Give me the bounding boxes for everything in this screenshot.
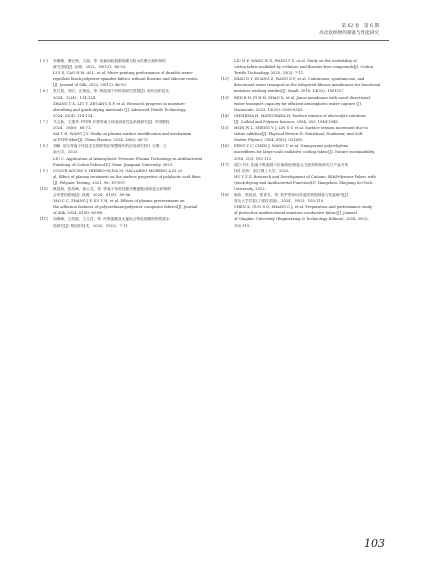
volume-issue: 第 62 卷 第 6 期 xyxy=(341,24,379,29)
reference-line: 南大学，2023. xyxy=(53,150,79,155)
reference-number: [ 8 ] xyxy=(40,144,48,149)
reference-entry xyxy=(221,125,391,143)
reference-line: MIAO D Y, HUANG Z, WANG X F, et al. Continuous, spontaneous, and xyxy=(234,77,365,82)
reference-line: solute addition[J]. Physical Review E: Statistical, Nonlinear, and Soft xyxy=(234,132,363,137)
reference-entry xyxy=(40,58,218,88)
reference-text xyxy=(53,186,218,216)
reference-line: [J]. Polymer Testing, 2021, 96: 107097. xyxy=(53,180,127,185)
reference-line: Matter Physics, 2004, 69(3): 031605. xyxy=(234,138,304,143)
reference-line: PENG Y C, CHEN J, WANG Y, et al. Nanoporous polyethylene xyxy=(234,144,349,149)
reference-text xyxy=(53,88,218,118)
reference-entry xyxy=(40,88,218,118)
reference-entry xyxy=(221,95,391,113)
reference-number: [17] xyxy=(221,162,229,167)
reference-line: [D]. 杭州：浙江理工大学，2022. xyxy=(234,168,290,173)
reference-line: HSIN W L, SHENG Y J, LIN S Y, et al. Surface tension increment due to xyxy=(234,126,368,131)
reference-line: HU Y Z Z. Research and Development of Cationic Silk/Polyester Fabric with xyxy=(234,174,376,179)
reference-number: [13] xyxy=(221,95,229,100)
reference-line: Textile Technology, 2025, 53(2): 7-11. xyxy=(234,71,305,76)
reference-line: Nanoscale, 2023, 15(20): 9356-9363. xyxy=(234,107,304,112)
reference-line: University, 2022. xyxy=(234,186,266,191)
reference-number: [18] xyxy=(221,193,229,198)
reference-number: [10] xyxy=(40,186,48,191)
reference-text xyxy=(234,58,391,76)
reference-line: OHSHIMA H, MATSUBARA H. Surface tension of electrolyte solutions xyxy=(234,113,366,118)
reference-entry xyxy=(221,192,391,229)
reference-entry xyxy=(40,143,218,167)
reference-line: YAO C C, ZHANG J F, XU Y H, et al. Effects of plasma pretreatment on xyxy=(53,199,185,204)
reference-line: moisture wicking textiles[J]. Small, 2018, 14(32): 1801527. xyxy=(234,89,345,94)
reference-text xyxy=(234,76,391,94)
reference-text xyxy=(234,143,391,161)
reference-line: LUQUE-AGUDO V, HIERRO-OLIVA M, GALLARDO-MORENO A M, et xyxy=(53,168,182,173)
reference-line: 2024，38(6)：66-71. xyxy=(53,126,92,131)
reference-line: CHEN X, GUO X Q, ZHANG C J, et al. Preparation and performance study xyxy=(234,205,373,210)
reference-number: [15] xyxy=(221,126,229,131)
reference-line: the adhesion fastness of polyurethane/polyester composite fabrics[J]. Journal xyxy=(53,205,198,210)
reference-line: 青岛大学学报(工程技术版)，2024，39(2)：105-110. xyxy=(234,199,325,204)
reference-line: 2024, 32(4): 114-124. xyxy=(53,113,94,118)
article-title: 亮皮软织物的制备与性能研究 xyxy=(319,30,379,36)
reference-line: [J]. Journal of Silk, 2022, 59(12): 46-53. xyxy=(53,83,127,88)
reference-entry xyxy=(221,113,391,125)
reference-number: [14] xyxy=(221,113,229,118)
reference-text xyxy=(234,192,391,229)
reference-entry xyxy=(221,162,391,192)
reference-line: of PTFE fiber[J]. China Plastics, 2024, 38(6): 66-71. xyxy=(53,138,150,143)
reference-text xyxy=(234,95,391,113)
reference-text xyxy=(234,162,391,192)
reference-number: [16] xyxy=(221,144,229,149)
reference-line: ZHANG Y X, LIU Y, ZHUANG X P, et al. Research progress in moisture- xyxy=(53,101,186,106)
reference-line: 合牢度的影响[J]. 丝绸，2024，61(8)：80-86. xyxy=(53,193,132,198)
references-left-column xyxy=(40,58,218,229)
header-divider xyxy=(38,40,389,41)
reference-line: of Silk, 2024, 61(8): 80-86. xyxy=(53,211,104,216)
reference-line: 105-110. xyxy=(234,223,251,228)
reference-line: 性研究[J]. 棉纺织技术，2025，53(2)：7-11. xyxy=(53,223,130,228)
reference-number: [ 5 ] xyxy=(40,59,48,63)
reference-line: LIU C. Application of Atmospheric Pressure Plasma Technology in Antibacterial xyxy=(53,156,202,161)
reference-line: LIU H F, WANG W X, WANG Y Z, et al. Study on the wettability of xyxy=(234,59,357,63)
reference-line: 胡立中洋. 阳离子吸湿排干抗菌涤纶/棉复合交织织物的研究与产品开发 xyxy=(234,162,349,167)
reference-text xyxy=(53,58,218,88)
reference-line: 张月星，刘宏，庄海品，等. 吸湿速干材料的研究进展[J]. 现代纺织技术， xyxy=(53,89,173,94)
reference-line: 刘海峰，王浩蔚，王文祥，等. 纤维素酶及无氟化合物处理棉织物的疏水 xyxy=(53,217,170,222)
page-number: 103 xyxy=(364,537,385,550)
reference-text xyxy=(53,216,218,228)
reference-number: [ 6 ] xyxy=(40,89,48,94)
reference-line: 李珊珊，曹红梅，王丽，等. 免氟和硅树脂的碳与防水性聚合物织物的 xyxy=(53,59,166,63)
reference-line: repellent black polyester-spandex fabrics without fluorine and silicone resins xyxy=(53,77,198,82)
reference-line: [J]. Colloid and Polymer Science, 2004, 282: 1044-1048. xyxy=(234,119,339,124)
reference-line: absorbing and quick-drying materials [J]. Advanced Textile Technology, xyxy=(53,107,187,112)
reference-line: of Qingdao University (Engineering & Technology Edition), 2024, 39(2): xyxy=(234,217,369,222)
reference-line: of protective unidirectional moisture conductive fabric[J]. Journal xyxy=(234,211,357,216)
reference-line: Finishing of Cotton Fabrics[D]. Wuxi: Jiangnan University, 2023. xyxy=(53,162,174,167)
reference-number: [11] xyxy=(40,217,48,222)
reference-line: Quick-drying and Antibacterial Function[D]. Hangzhou: Zhejiang Sci-Tech xyxy=(234,180,373,185)
reference-text xyxy=(53,143,218,167)
reference-line: 2018, 1(2): 105-112. xyxy=(234,156,273,161)
reference-text xyxy=(53,119,218,143)
reference-entry xyxy=(221,143,391,161)
reference-number: [12] xyxy=(221,77,229,82)
reference-entry xyxy=(40,186,218,216)
reference-line: water transport capacity for efficient atmospheric water capture [J]. xyxy=(234,101,362,106)
reference-entry xyxy=(40,216,218,228)
reference-line: al. Effect of plasma treatment on the surface properties of polylactic acid films xyxy=(53,174,201,179)
reference-line: microfibres for large-scale radiative cooling fabric[J]. Nature sustainability, xyxy=(234,150,376,155)
reference-line: 马文新，王建华. PTFE 纤维等离子体表面改性及机理研究[J]. 中国塑料， xyxy=(53,119,173,124)
reference-entry xyxy=(221,76,391,94)
reference-line: REN B N, PI H H, ZHAO X, et al. Janus membrane with novel directional xyxy=(234,95,370,100)
reference-entry xyxy=(40,168,218,186)
reference-line: 2024，32(4)：114-124. xyxy=(53,95,97,100)
reference-number: [ 9 ] xyxy=(40,168,48,173)
reference-text xyxy=(234,113,391,125)
reference-line: 研究进展[J]. 丝绸，2022，59(12)：46-53. xyxy=(53,65,127,70)
reference-entry xyxy=(40,119,218,143)
reference-line: directional water transport in the trilayered fibrous membranes for functional xyxy=(234,83,381,88)
reference-line: 姚春晨，张浩峰，徐云龙，等. 等离子体预处理对聚氨酯/涤纶复合织物附 xyxy=(53,186,171,191)
reference-number: [ 7 ] xyxy=(40,119,48,124)
reference-line: LI S S, CAO H M, AI L, et al. Micro-printing performance of durable water- xyxy=(53,71,194,76)
reference-entry xyxy=(221,58,391,76)
reference-line: cotton fabric modified by cellulase and fluorine-free compounds[J]. Cotton xyxy=(234,65,374,70)
running-header xyxy=(319,24,379,37)
references-right-column xyxy=(221,58,391,229)
reference-line: 刘畅. 常压等离子体技术在棉织物抗氧整理中的应用研究[D]. 无锡：江 xyxy=(53,144,167,149)
reference-line: MA Y H, WANG J Y. Study on plasma surface modification and mechanism xyxy=(53,132,192,137)
reference-line: 陈欣，孤传清，张卯月，等. 防护型单向导湿织物的制备与性能研究[J]. xyxy=(234,193,349,198)
reference-text xyxy=(234,125,391,143)
reference-number xyxy=(221,58,234,76)
reference-text xyxy=(53,168,218,186)
